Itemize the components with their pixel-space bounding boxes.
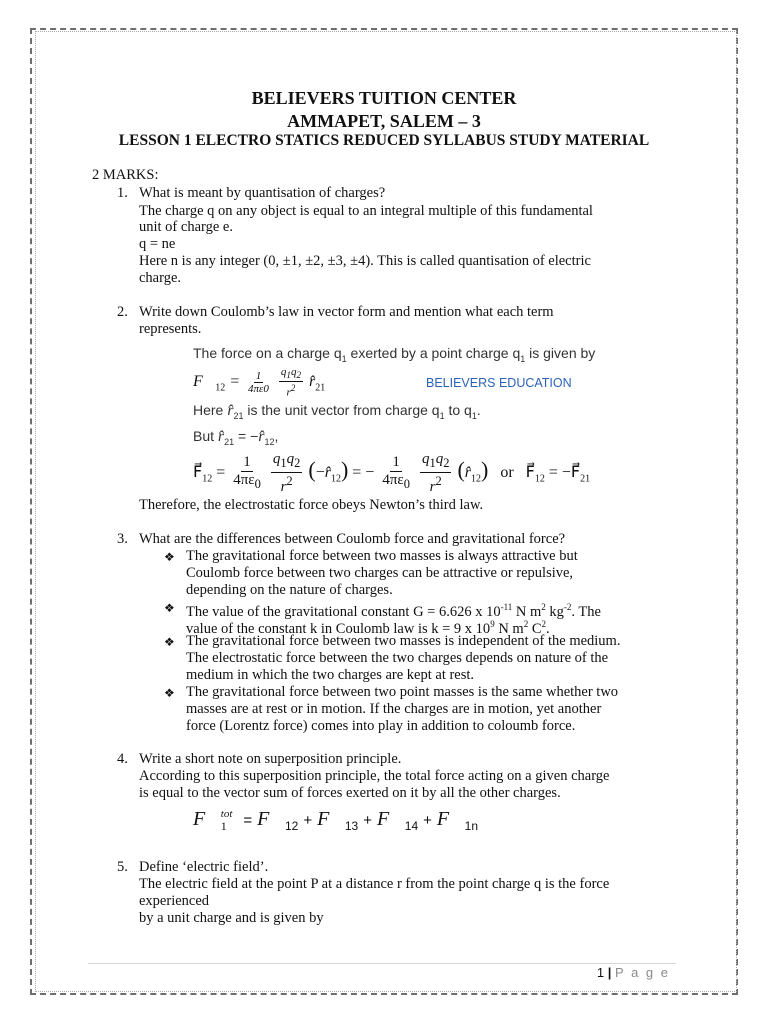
page-label: P a g e bbox=[615, 965, 670, 980]
lesson-title: LESSON 1 ELECTRO STATICS REDUCED SYLLABUS STUDY MATERIAL bbox=[118, 132, 650, 149]
q2-number: 2. bbox=[117, 304, 128, 320]
unit-vector-note: Here $r̂_{21}$ is the unit vector from charge $q_1$ to $q_1$. bbox=[193, 402, 481, 421]
school-title: BELIEVERS TUITION CENTER bbox=[251, 88, 517, 108]
q1-number: 1. bbox=[117, 185, 128, 201]
q3-question: What are the differences between Coulomb force and gravitational force? bbox=[139, 531, 566, 547]
coulomb-intro: The force on a charge $q_1$ exerted by a point charge $q_1$ is given by bbox=[193, 345, 596, 364]
q5-answer-line: experienced bbox=[139, 893, 210, 909]
q2-conclusion: Therefore, the electrostatic force obeys Newton’s third law. bbox=[139, 497, 484, 513]
q4-number: 4. bbox=[117, 751, 128, 767]
q1-answer-line: Here n is any integer (0, ±1, ±2, ±3, ±4). This is called quantisation of electric bbox=[139, 253, 591, 269]
q1-answer-line: The charge q on any object is equal to an integral multiple of this fundamental bbox=[139, 203, 593, 219]
q3-bullet-line: medium in which the two charges are kept at rest. bbox=[186, 667, 475, 683]
q2-question: represents. bbox=[139, 321, 202, 337]
q1-question: What is meant by quantisation of charges? bbox=[139, 185, 386, 201]
q2-question: Write down Coulomb’s law in vector form and mention what each term bbox=[139, 304, 554, 320]
q5-answer-line: The electric field at the point P at a distance r from the point charge q is the force bbox=[139, 876, 610, 892]
q3-bullet-line: depending on the nature of charges. bbox=[186, 582, 393, 598]
q3-number: 3. bbox=[117, 531, 128, 547]
but-relation: But $r̂_{21}$ = $-r̂_{12}$, bbox=[193, 428, 279, 447]
newton-third-law-equation: $F⃗_{12}$ = $\frac{1}{4\pi\varepsilon_0}$ $\frac{q_1q_2}{r^2}$ $(-r̂_{12})$ = − $\frac{1}{4\pi\varepsilon_0}$ $\frac{q_1q_2}{r^2}$ $(r̂_{12})$ or $F⃗_{12}$ = $-F⃗_{21}$ bbox=[193, 451, 591, 495]
watermark-text: BELIEVERS EDUCATION bbox=[426, 376, 572, 390]
page-footer bbox=[597, 965, 670, 980]
q3-bullet-line: The value of the gravitational constant G = 6.626 x $10^{-11}$ N $m^2$ $kg^{-2}$. The bbox=[186, 602, 601, 620]
q3-bullet-line: The gravitational force between two masses is independent of the medium. bbox=[186, 633, 621, 649]
school-address: AMMAPET, SALEM – 3 bbox=[287, 111, 481, 131]
q1-formula: q = ne bbox=[139, 236, 176, 252]
q3-bullet-line: The electrostatic force between the two charges depends on nature of the bbox=[186, 650, 609, 666]
page-number: 1 bbox=[596, 965, 605, 980]
section-heading: 2 MARKS: bbox=[92, 167, 159, 183]
q3-bullet-line: The gravitational force between two masses is always attractive but bbox=[186, 548, 578, 564]
superposition-equation: $F⃗_1^{tot}$ = $F⃗_{12}$ + $F⃗_{13}$ + $F⃗_{14}$ + $F⃗_{1n}$ bbox=[193, 808, 479, 833]
q5-question: Define ‘electric field’. bbox=[139, 859, 269, 875]
q3-bullet-line: The gravitational force between two point masses is the same whether two bbox=[186, 684, 619, 700]
q3-bullet-line: Coulomb force between two charges can be attractive or repulsive, bbox=[186, 565, 574, 581]
footer-divider bbox=[88, 963, 676, 964]
footer-separator: | bbox=[607, 965, 612, 980]
coulomb-equation: $F⃗_{12}$ = $\frac{1}{4\pi\varepsilon 0}$ $\frac{q_1q_2}{r^2}$ $r̂_{21}$ bbox=[193, 366, 326, 399]
q4-answer-line: is equal to the vector sum of forces exerted on it by all the other charges. bbox=[139, 785, 561, 801]
q3-bullet-line: force (Lorentz force) comes into play in addition to coloumb force. bbox=[186, 718, 576, 734]
q3-bullet-line: masses are at rest or in motion. If the charges are in motion, yet another bbox=[186, 701, 602, 717]
q1-answer-line: unit of charge e. bbox=[139, 219, 233, 235]
bullet-icon: ❖ bbox=[164, 550, 175, 564]
bullet-icon: ❖ bbox=[164, 686, 175, 700]
q4-answer-line: According to this superposition principle, the total force acting on a given charge bbox=[139, 768, 610, 784]
bullet-icon: ❖ bbox=[164, 635, 175, 649]
q4-question: Write a short note on superposition principle. bbox=[139, 751, 402, 767]
q5-answer-line: by a unit charge and is given by bbox=[139, 910, 324, 926]
q3-bullet-line: value of the constant k in Coulomb law is k = 9 x $10^9$ N $m^2$ $C^2$. bbox=[186, 619, 550, 637]
q5-number: 5. bbox=[117, 859, 128, 875]
q1-answer-line: charge. bbox=[139, 270, 181, 286]
bullet-icon: ❖ bbox=[164, 601, 175, 615]
